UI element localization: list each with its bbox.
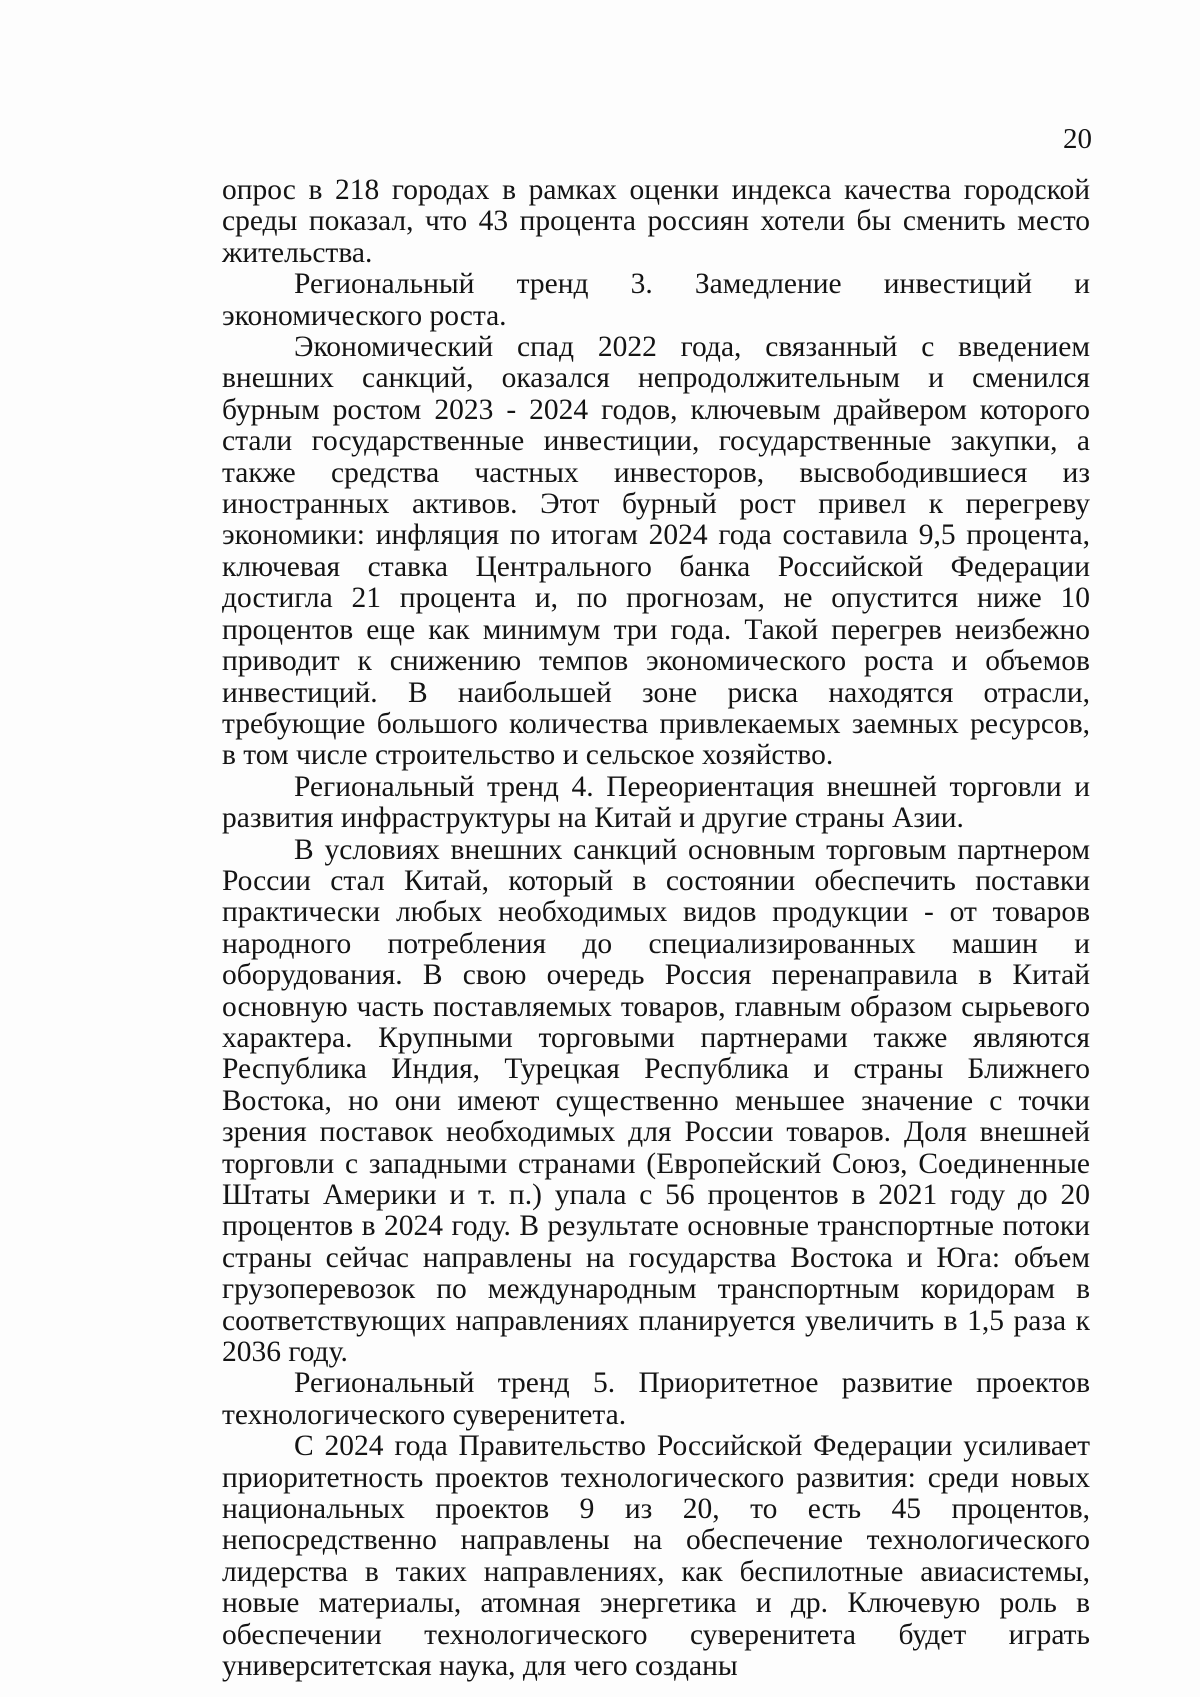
page-number: 20	[1063, 123, 1092, 155]
paragraph-1: опрос в 218 городах в рамках оценки индекса качества городской среды показал, что 43 процента россиян хотели бы сменить место жительства.	[222, 174, 1090, 269]
trend-5-heading: Региональный тренд 5. Приоритетное развитие проектов технологического суверенитета.	[222, 1367, 1090, 1431]
paragraph-economic-slowdown: Экономический спад 2022 года, связанный с введением внешних санкций, оказался непродолжительным и сменился бурным ростом 2023 - 2024 годов, ключевым драйвером которого стали государственные инвестиции, государственные закупки, а также средства частных инвесторов, высвободившиеся из иностранных активов. Этот бурный рост привел к перегреву экономики: инфляция по итогам 2024 года составила 9,5 процента, ключевая ставка Центрального банка Российской Федерации достигла 21 процента и, по прогнозам, не опустится ниже 10 процентов еще как минимум три года. Такой перегрев неизбежно приводит к снижению темпов экономического роста и объемов инвестиций. В наибольшей зоне риска находятся отрасли, требующие большого количества привлекаемых заемных ресурсов, в том числе строительство и сельское хозяйство.	[222, 331, 1090, 772]
trend-4-heading: Региональный тренд 4. Переориентация внешней торговли и развития инфраструктуры на Китай и другие страны Азии.	[222, 770, 1090, 835]
trend-3-heading: Региональный тренд 3. Замедление инвестиций и экономического роста.	[222, 268, 1090, 332]
document-body	[222, 175, 1090, 1683]
paragraph-trade-reorientation: В условиях внешних санкций основным торговым партнером России стал Китай, который в состоянии обеспечить поставки практически любых необходимых видов продукции - от товаров народного потребления до специализированных машин и оборудования. В свою очередь Россия перенаправила в Китай основную часть поставляемых товаров, главным образом сырьевого характера. Крупными торговыми партнерами также являются Республика Индия, Турецкая Республика и страны Ближнего Востока, но они имеют существенно меньшее значение с точки зрения поставок необходимых для России товаров. Доля внешней торговли с западными странами (Европейский Союз, Соединенные Штаты Америки и т. п.) упала с 56 процентов в 2021 году до 20 процентов в 2024 году. В результате основные транспортные потоки страны сейчас направлены на государства Востока и Юга: объем грузоперевозок по международным транспортным коридорам в соответствующих направлениях планируется увеличить в 1,5 раза к 2036 году.	[222, 833, 1090, 1369]
paragraph-tech-sovereignty: С 2024 года Правительство Российской Федерации усиливает приоритетность проектов технологического развития: среди новых национальных проектов 9 из 20, то есть 45 процентов, непосредственно направлены на обеспечение технологического лидерства в таких направлениях, как беспилотные авиасистемы, новые материалы, атомная энергетика и др. Ключевую роль в обеспечении технологического суверенитета будет играть университетская наука, для чего созданы	[222, 1430, 1090, 1683]
